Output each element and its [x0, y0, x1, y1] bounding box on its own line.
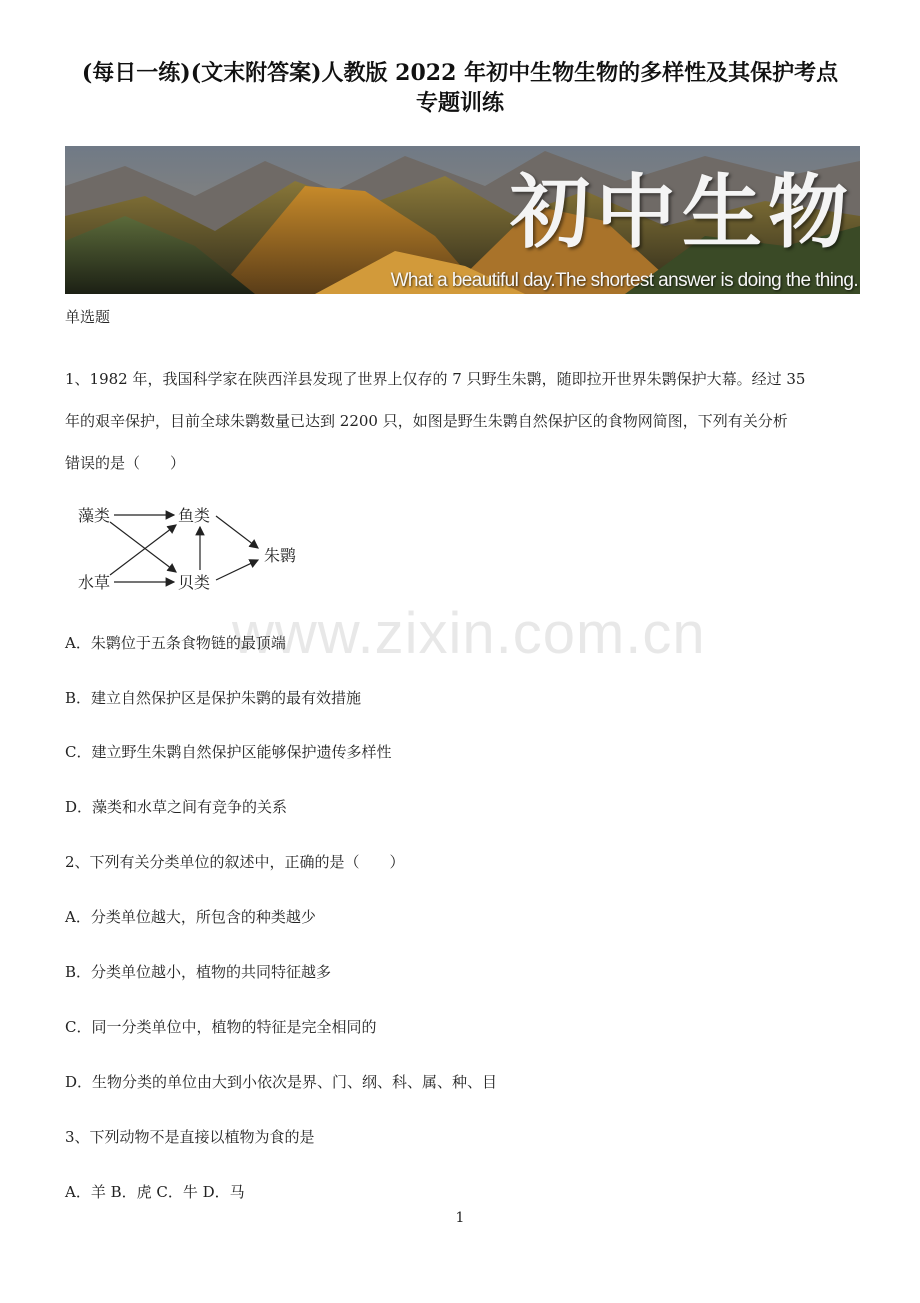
q1-option-d: D．藻类和水草之间有竞争的关系	[65, 798, 288, 816]
question-2-stem: 2、下列有关分类单位的叙述中，正确的是（ ）	[65, 853, 405, 871]
q1-option-b: B．建立自然保护区是保护朱鹮的最有效措施	[65, 689, 362, 707]
arrow-plants-fish	[110, 525, 176, 575]
watermark: www.zixin.com.cn	[232, 601, 706, 666]
section-label: 单选题	[65, 308, 111, 326]
arrow-algae-shellfish	[110, 522, 176, 572]
node-crested-ibis: 朱鹮	[264, 546, 297, 565]
banner-image	[65, 146, 860, 294]
node-fish: 鱼类	[178, 506, 211, 525]
node-aquatic-plants: 水草	[78, 573, 111, 592]
arrow-shellfish-ibis	[216, 560, 258, 580]
question-1-stem	[65, 358, 865, 484]
q2-option-d: D．生物分类的单位由大到小依次是界、门、纲、科、属、种、目	[65, 1073, 498, 1091]
q2-option-c: C．同一分类单位中，植物的特征是完全相同的	[65, 1018, 377, 1036]
question-3-stem: 3、下列动物不是直接以植物为食的是	[65, 1128, 315, 1146]
q2-option-b: B．分类单位越小，植物的共同特征越多	[65, 963, 332, 981]
q1-option-a: A．朱鹮位于五条食物链的最顶端	[65, 634, 286, 652]
banner-caption: What a beautiful day.The shortest answer is doing the thing.	[390, 270, 858, 291]
q3-options: A．羊 B．虎 C．牛 D．马	[65, 1183, 245, 1201]
stem-line: 年的艰辛保护，目前全球朱鹮数量已达到 2200 只，如图是野生朱鹮自然保护区的食物网简图，下列有关分析	[65, 412, 788, 430]
stem-line: 1、1982 年，我国科学家在陕西洋县发现了世界上仅存的 7 只野生朱鹮，随即拉开世界朱鹮保护大幕。经过 35	[65, 370, 806, 388]
title-line-2: 专题训练	[415, 90, 504, 116]
stem-line: 错误的是（ ）	[65, 454, 186, 472]
arrow-fish-ibis	[216, 516, 258, 548]
q2-option-a: A．分类单位越大，所包含的种类越少	[65, 908, 316, 926]
node-algae: 藻类	[78, 506, 111, 525]
node-shellfish: 贝类	[178, 573, 211, 592]
title-line-1: (每日一练)(文末附答案)人教版 2022 年初中生物生物的多样性及其保护考点	[81, 60, 839, 86]
banner-heading: 初中生物	[510, 165, 854, 259]
page-number: 1	[455, 1210, 465, 1226]
q1-option-c: C．建立野生朱鹮自然保护区能够保护遗传多样性	[65, 743, 392, 761]
food-web-diagram	[70, 498, 310, 598]
page-title	[40, 58, 880, 118]
